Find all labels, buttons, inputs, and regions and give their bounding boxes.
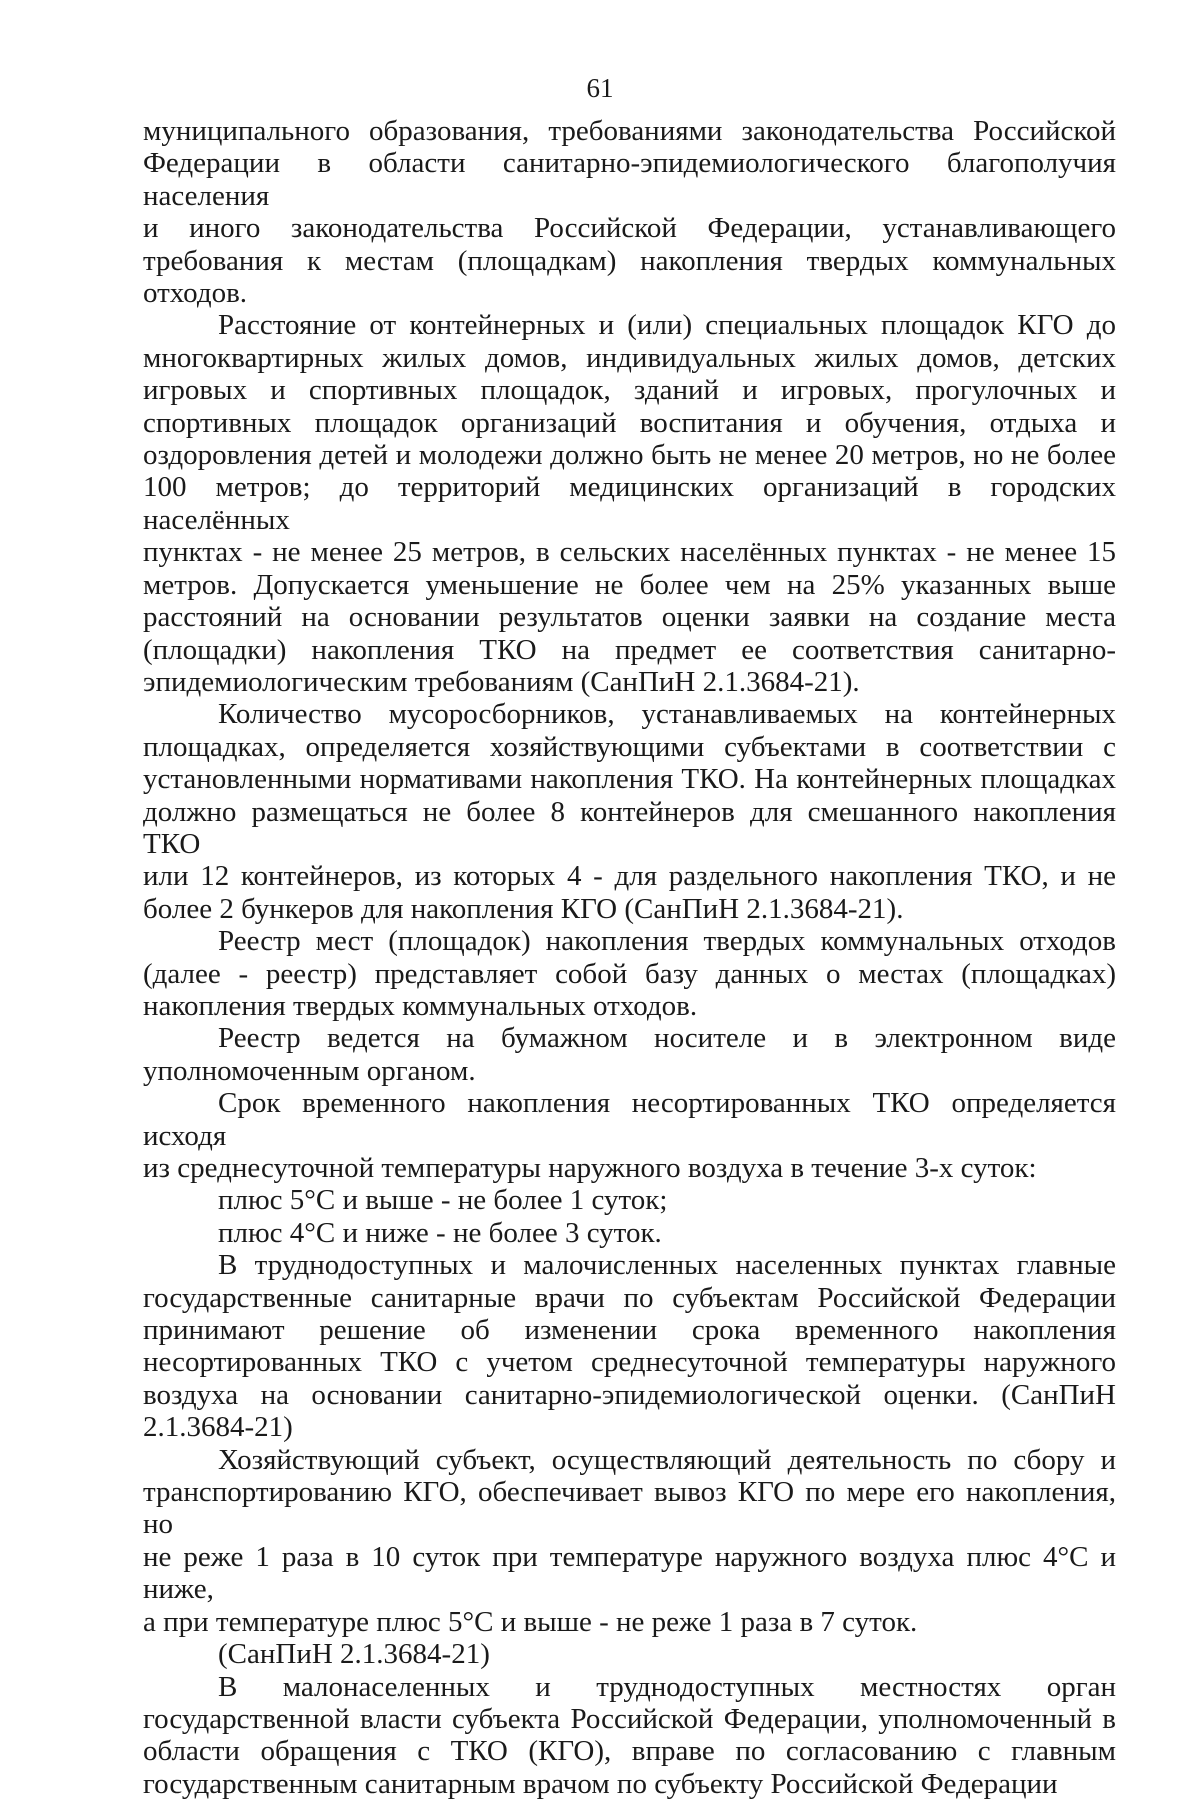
text-line: государственным санитарным врачом по субъекту Российской Федерации [143,1768,1116,1800]
text-line: государственной власти субъекта Российской Федерации, уполномоченный в [143,1703,1116,1735]
text-line: должно размещаться не более 8 контейнеров для смешанного накопления ТКО [143,796,1116,861]
text-line: а при температуре плюс 5°С и выше - не реже 1 раза в 7 суток. [143,1606,1116,1638]
text-line: и иного законодательства Российской Федерации, устанавливающего [143,212,1116,244]
paragraph [143,698,1116,925]
text-line: государственные санитарные врачи по субъектам Российской Федерации [143,1282,1116,1314]
text-line: принимают решение об изменении срока временного накопления [143,1314,1116,1346]
document-body [143,115,1116,1800]
text-line: Реестр мест (площадок) накопления твердых коммунальных отходов [143,925,1116,957]
text-line: плюс 4°С и ниже - не более 3 суток. [143,1217,1116,1249]
paragraph [143,1638,1116,1670]
text-line: транспортированию КГО, обеспечивает вывоз КГО по мере его накопления, но [143,1476,1116,1541]
text-line: расстояний на основании результатов оценки заявки на создание места [143,601,1116,633]
text-line: Реестр ведется на бумажном носителе и в электронном виде [143,1022,1116,1054]
text-line: или 12 контейнеров, из которых 4 - для раздельного накопления ТКО, и не [143,860,1116,892]
text-line: муниципального образования, требованиями законодательства Российской [143,115,1116,147]
paragraph [143,1671,1116,1800]
text-line: эпидемиологическим требованиям (СанПиН 2.1.3684-21). [143,666,1116,698]
paragraph [143,1022,1116,1087]
page-number: 61 [0,72,1200,104]
paragraph [143,309,1116,698]
text-line: многоквартирных жилых домов, индивидуальных жилых домов, детских [143,342,1116,374]
text-line: Количество мусоросборников, устанавливаемых на контейнерных [143,698,1116,730]
text-line: спортивных площадок организаций воспитания и обучения, отдыха и [143,407,1116,439]
text-line: (площадки) накопления ТКО на предмет ее соответствия санитарно- [143,634,1116,666]
text-line: воздуха на основании санитарно-эпидемиологической оценки. (СанПиН [143,1379,1116,1411]
text-line: из среднесуточной температуры наружного воздуха в течение 3-х суток: [143,1152,1116,1184]
paragraph [143,1087,1116,1184]
paragraph [143,1184,1116,1216]
text-line: оздоровления детей и молодежи должно быть не менее 20 метров, но не более [143,439,1116,471]
text-line: несортированных ТКО с учетом среднесуточной температуры наружного [143,1346,1116,1378]
text-line: не реже 1 раза в 10 суток при температуре наружного воздуха плюс 4°С и ниже, [143,1541,1116,1606]
text-line: накопления твердых коммунальных отходов. [143,990,1116,1022]
text-line: плюс 5°С и выше - не более 1 суток; [143,1184,1116,1216]
text-line: В труднодоступных и малочисленных населенных пунктах главные [143,1249,1116,1281]
text-line: Срок временного накопления несортированных ТКО определяется исходя [143,1087,1116,1152]
text-line: 100 метров; до территорий медицинских организаций в городских населённых [143,471,1116,536]
text-line: Федерации в области санитарно-эпидемиологического благополучия населения [143,147,1116,212]
text-line: площадках, определяется хозяйствующими субъектами в соответствии с [143,731,1116,763]
text-line: (далее - реестр) представляет собой базу данных о местах (площадках) [143,958,1116,990]
text-line: (СанПиН 2.1.3684-21) [143,1638,1116,1670]
paragraph [143,115,1116,309]
paragraph [143,925,1116,1022]
text-line: Хозяйствующий субъект, осуществляющий деятельность по сбору и [143,1444,1116,1476]
text-line: требования к местам (площадкам) накопления твердых коммунальных отходов. [143,245,1116,310]
text-line: пунктах - не менее 25 метров, в сельских населённых пунктах - не менее 15 [143,536,1116,568]
text-line: В малонаселенных и труднодоступных местностях орган [143,1671,1116,1703]
text-line: Расстояние от контейнерных и (или) специальных площадок КГО до [143,309,1116,341]
text-line: области обращения с ТКО (КГО), вправе по согласованию с главным [143,1735,1116,1767]
paragraph [143,1444,1116,1638]
text-line: более 2 бункеров для накопления КГО (СанПиН 2.1.3684-21). [143,893,1116,925]
text-line: игровых и спортивных площадок, зданий и игровых, прогулочных и [143,374,1116,406]
paragraph [143,1249,1116,1443]
text-line: установленными нормативами накопления ТКО. На контейнерных площадках [143,763,1116,795]
text-line: уполномоченным органом. [143,1055,1116,1087]
text-line: метров. Допускается уменьшение не более чем на 25% указанных выше [143,569,1116,601]
text-line: 2.1.3684-21) [143,1411,1116,1443]
paragraph [143,1217,1116,1249]
